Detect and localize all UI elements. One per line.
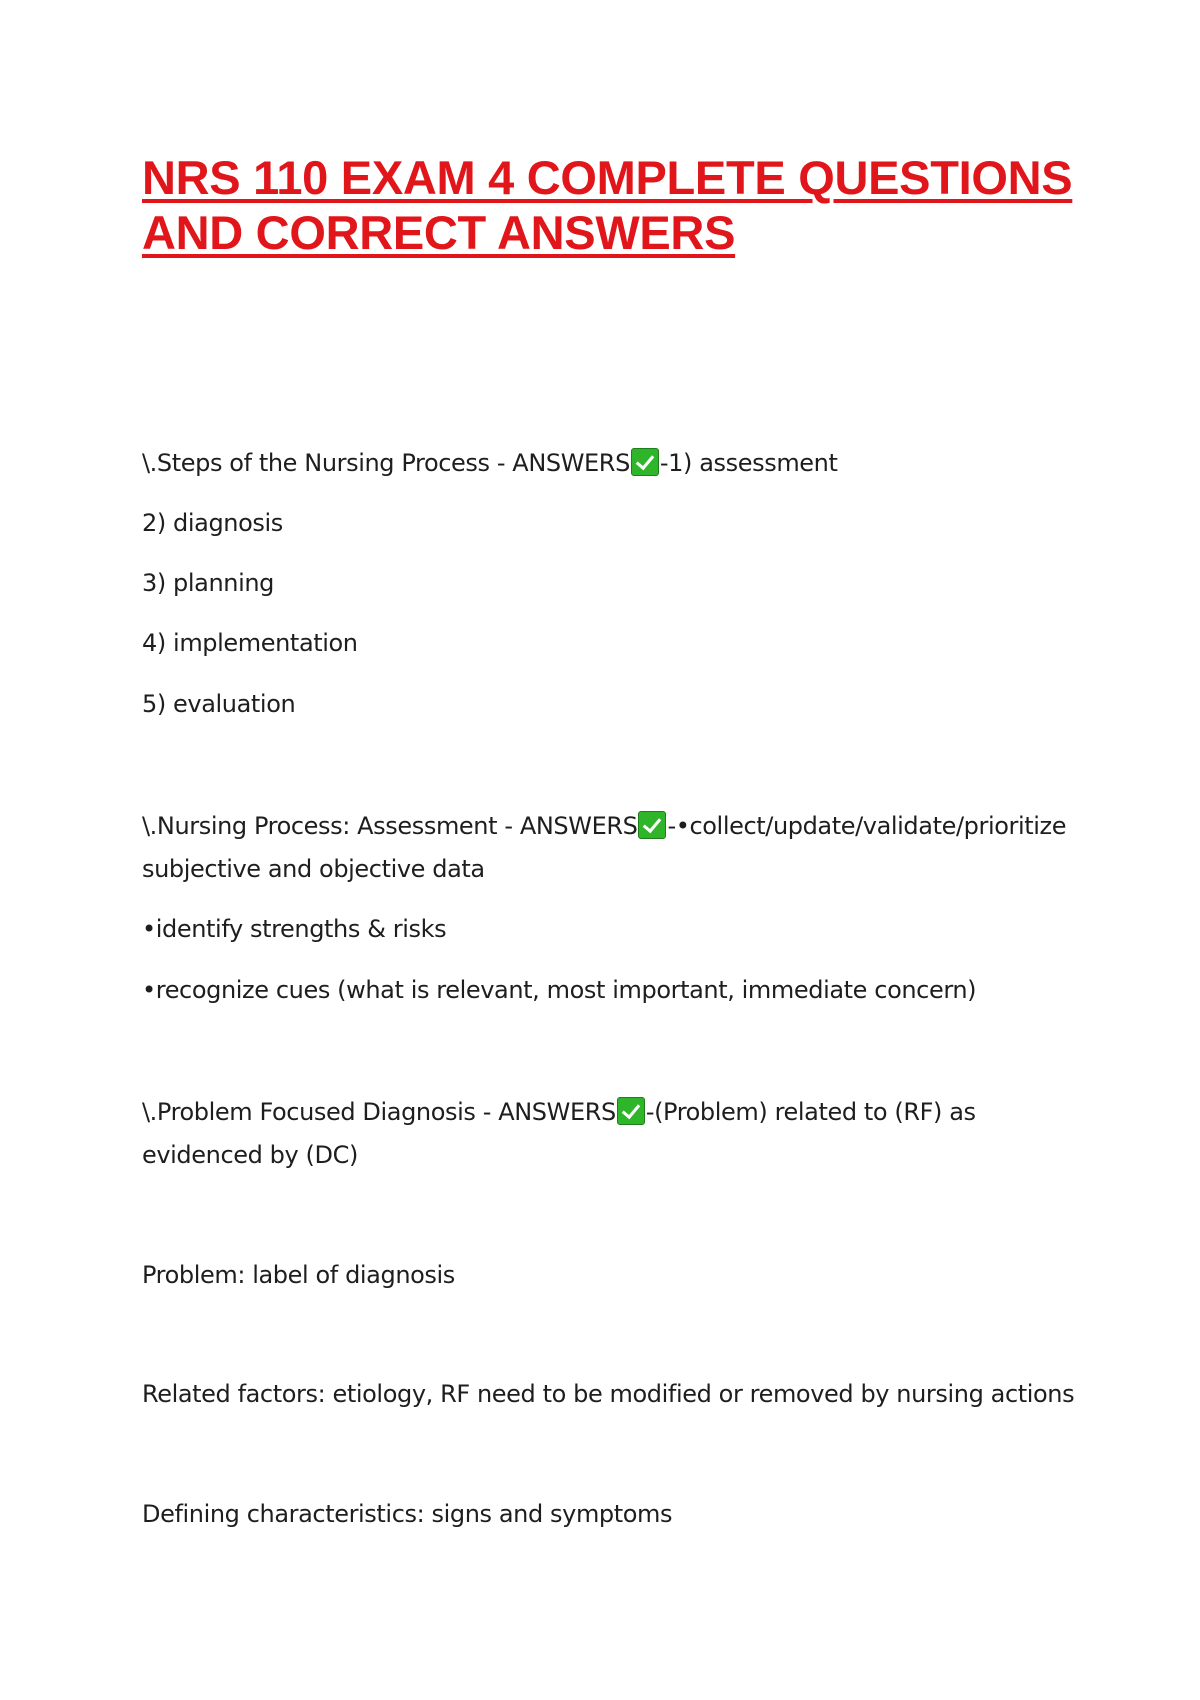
answer-line: Defining characteristics: signs and symptoms xyxy=(142,1500,673,1528)
check-mark-button-icon xyxy=(631,448,659,476)
question-text: \.Problem Focused Diagnosis - ANSWERS xyxy=(142,1098,616,1126)
answer-line: subjective and objective data xyxy=(142,855,485,883)
answer-line: Problem: label of diagnosis xyxy=(142,1261,455,1289)
question-problem-focused-diagnosis xyxy=(142,1096,976,1128)
document-title: NRS 110 EXAM 4 COMPLETE QUESTIONS AND CORRECT ANSWERS xyxy=(142,151,1073,259)
answer-line: •identify strengths & risks xyxy=(142,915,447,943)
answer-line: 4) implementation xyxy=(142,629,358,657)
answer-line: •recognize cues (what is relevant, most important, immediate concern) xyxy=(142,976,977,1004)
question-text: \.Nursing Process: Assessment - ANSWERS xyxy=(142,812,638,840)
answer-line: evidenced by (DC) xyxy=(142,1141,358,1169)
question-steps-nursing-process xyxy=(142,447,838,479)
answer-text: -•collect/update/validate/prioritize xyxy=(667,812,1067,840)
answer-line: 2) diagnosis xyxy=(142,509,283,537)
question-text: \.Steps of the Nursing Process - ANSWERS xyxy=(142,449,630,477)
answer-text: -1) assessment xyxy=(659,449,838,477)
check-mark-button-icon xyxy=(617,1097,645,1125)
answer-text: -(Problem) related to (RF) as xyxy=(645,1098,976,1126)
answer-line: Related factors: etiology, RF need to be modified or removed by nursing actions xyxy=(142,1380,1075,1408)
answer-line: 3) planning xyxy=(142,569,275,597)
question-assessment xyxy=(142,810,1066,842)
answer-line: 5) evaluation xyxy=(142,690,296,718)
check-mark-button-icon xyxy=(638,811,666,839)
